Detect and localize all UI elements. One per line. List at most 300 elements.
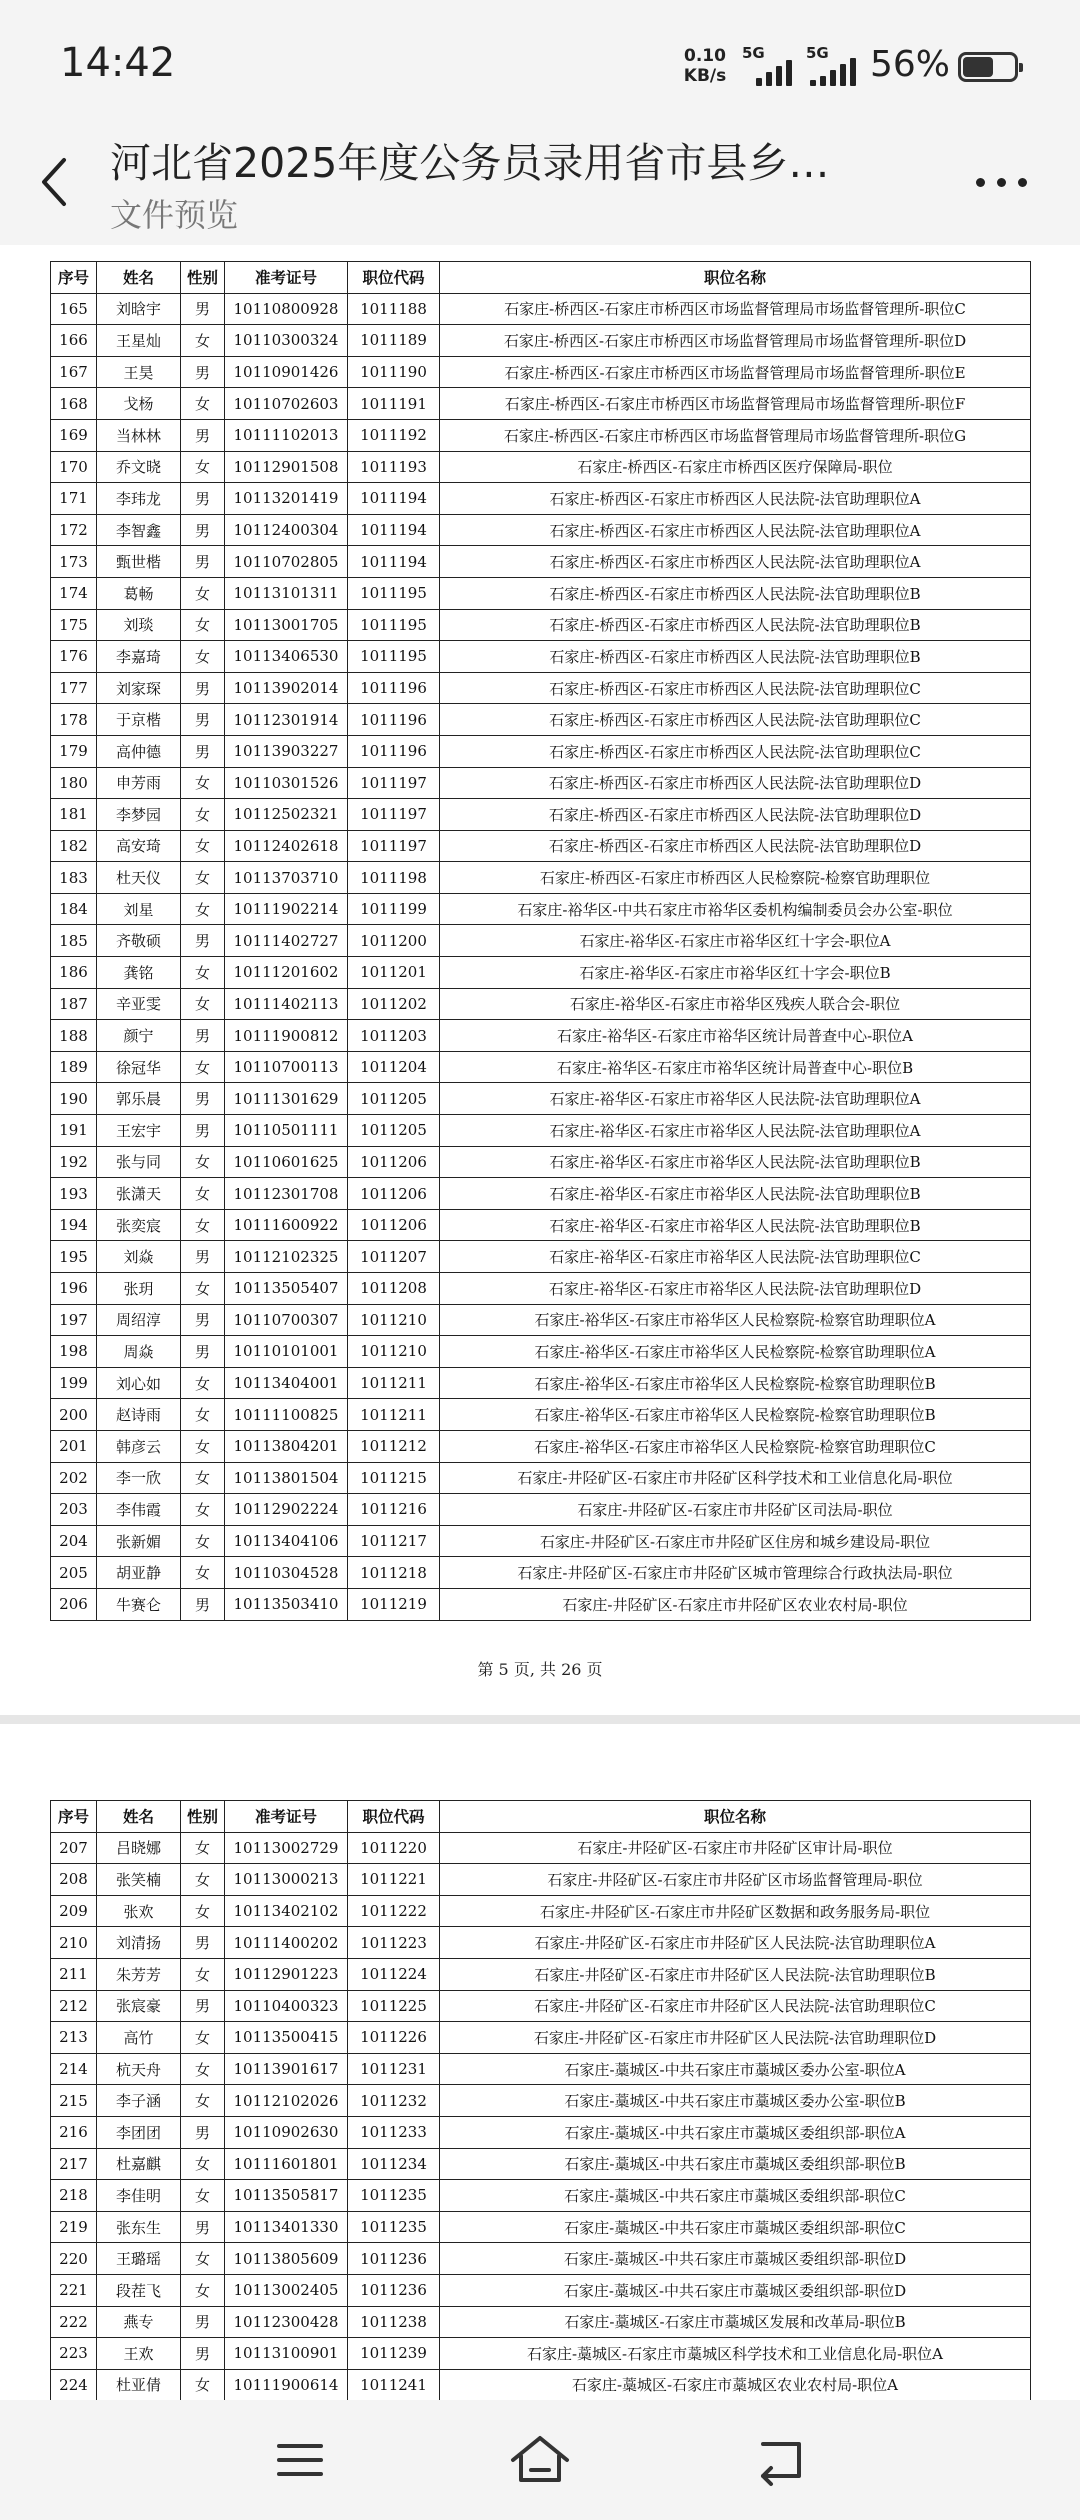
table-row — [51, 1399, 1031, 1431]
col-exam-id-cell: 10110501111 — [225, 1115, 348, 1147]
col-name-cell: 刘星 — [97, 893, 181, 925]
col-name-cell: 张笑楠 — [97, 1864, 181, 1896]
table-header-row — [51, 1801, 1031, 1833]
col-name-cell: 李玮龙 — [97, 483, 181, 515]
col-seq-cell: 192 — [51, 1146, 97, 1178]
col-exam-id-cell: 10112301708 — [225, 1178, 348, 1210]
col-name-cell: 李嘉琦 — [97, 641, 181, 673]
col-position-code-cell: 1011207 — [348, 1241, 440, 1273]
col-position-name-cell: 石家庄-桥西区-石家庄市桥西区市场监督管理局市场监督管理所-职位D — [440, 325, 1031, 357]
col-position-name-cell: 石家庄-藁城区-中共石家庄市藁城区委组织部-职位A — [440, 2116, 1031, 2148]
col-exam-id-cell: 10113000213 — [225, 1864, 348, 1896]
col-position-name-cell: 石家庄-桥西区-石家庄市桥西区人民法院-法官助理职位C — [440, 735, 1031, 767]
results-table — [50, 261, 1031, 1621]
col-exam-id-cell: 10111102013 — [225, 419, 348, 451]
col-gender-cell: 女 — [181, 1273, 225, 1305]
col-exam-id-cell: 10113001705 — [225, 609, 348, 641]
col-position-name-cell: 石家庄-井陉矿区-石家庄市井陉矿区住房和城乡建设局-职位 — [440, 1525, 1031, 1557]
table-row — [51, 2369, 1031, 2400]
col-gender-cell: 女 — [181, 988, 225, 1020]
header-col-name: 姓名 — [97, 262, 181, 294]
header-col-gender: 性别 — [181, 1801, 225, 1833]
col-gender-cell: 女 — [181, 767, 225, 799]
col-exam-id-cell: 10112300428 — [225, 2306, 348, 2338]
col-name-cell: 龚铭 — [97, 957, 181, 989]
col-exam-id-cell: 10113101311 — [225, 577, 348, 609]
col-seq-cell: 193 — [51, 1178, 97, 1210]
header-col-seq: 序号 — [51, 262, 97, 294]
col-position-code-cell: 1011224 — [348, 1958, 440, 1990]
col-name-cell: 周焱 — [97, 1336, 181, 1368]
col-gender-cell: 女 — [181, 1051, 225, 1083]
col-exam-id-cell: 10113804201 — [225, 1430, 348, 1462]
col-name-cell: 张玥 — [97, 1273, 181, 1305]
col-seq-cell: 202 — [51, 1462, 97, 1494]
col-position-name-cell: 石家庄-裕华区-石家庄市裕华区统计局普查中心-职位B — [440, 1051, 1031, 1083]
document-page-6 — [0, 1724, 1080, 2400]
col-gender-cell: 女 — [181, 1895, 225, 1927]
col-gender-cell: 男 — [181, 356, 225, 388]
col-position-code-cell: 1011239 — [348, 2338, 440, 2370]
col-gender-cell: 女 — [181, 1864, 225, 1896]
col-seq-cell: 207 — [51, 1832, 97, 1864]
col-exam-id-cell: 10112301914 — [225, 704, 348, 736]
col-position-name-cell: 石家庄-井陉矿区-石家庄市井陉矿区审计局-职位 — [440, 1832, 1031, 1864]
col-gender-cell: 女 — [181, 2274, 225, 2306]
table-row — [51, 1927, 1031, 1959]
col-exam-id-cell: 10113801504 — [225, 1462, 348, 1494]
table-row — [51, 1241, 1031, 1273]
col-gender-cell: 男 — [181, 1336, 225, 1368]
col-exam-id-cell: 10113902014 — [225, 672, 348, 704]
col-exam-id-cell: 10111301629 — [225, 1083, 348, 1115]
col-gender-cell: 男 — [181, 546, 225, 578]
col-position-code-cell: 1011196 — [348, 735, 440, 767]
table-row — [51, 1525, 1031, 1557]
col-gender-cell: 女 — [181, 1462, 225, 1494]
table-row — [51, 1336, 1031, 1368]
menu-icon[interactable] — [265, 2430, 335, 2490]
more-options-icon[interactable] — [972, 168, 1032, 198]
col-exam-id-cell: 10111402727 — [225, 925, 348, 957]
col-gender-cell: 女 — [181, 862, 225, 894]
col-position-code-cell: 1011219 — [348, 1588, 440, 1620]
col-gender-cell: 女 — [181, 1832, 225, 1864]
col-name-cell: 杜嘉麒 — [97, 2148, 181, 2180]
table-row — [51, 514, 1031, 546]
col-position-name-cell: 石家庄-桥西区-石家庄市桥西区人民法院-法官助理职位B — [440, 609, 1031, 641]
table-row — [51, 577, 1031, 609]
col-exam-id-cell: 10112502321 — [225, 799, 348, 831]
col-position-name-cell: 石家庄-桥西区-石家庄市桥西区人民法院-法官助理职位D — [440, 799, 1031, 831]
col-position-code-cell: 1011200 — [348, 925, 440, 957]
col-seq-cell: 165 — [51, 293, 97, 325]
col-seq-cell: 198 — [51, 1336, 97, 1368]
col-exam-id-cell: 10113505817 — [225, 2180, 348, 2212]
col-name-cell: 王欢 — [97, 2338, 181, 2370]
table-row — [51, 388, 1031, 420]
col-name-cell: 王昊 — [97, 356, 181, 388]
table-row — [51, 988, 1031, 1020]
col-position-code-cell: 1011225 — [348, 1990, 440, 2022]
table-row — [51, 641, 1031, 673]
sim2-network-label: 5G — [806, 44, 829, 62]
col-seq-cell: 182 — [51, 830, 97, 862]
status-bar — [0, 0, 1080, 130]
col-seq-cell: 173 — [51, 546, 97, 578]
col-position-name-cell: 石家庄-裕华区-石家庄市裕华区人民法院-法官助理职位A — [440, 1115, 1031, 1147]
col-seq-cell: 167 — [51, 356, 97, 388]
col-position-name-cell: 石家庄-井陉矿区-石家庄市井陉矿区城市管理综合行政执法局-职位 — [440, 1557, 1031, 1589]
col-exam-id-cell: 10112402618 — [225, 830, 348, 862]
col-position-code-cell: 1011233 — [348, 2116, 440, 2148]
col-seq-cell: 200 — [51, 1399, 97, 1431]
col-seq-cell: 190 — [51, 1083, 97, 1115]
battery-icon — [958, 52, 1018, 82]
col-gender-cell: 男 — [181, 1241, 225, 1273]
table-row — [51, 1304, 1031, 1336]
col-position-code-cell: 1011192 — [348, 419, 440, 451]
col-position-name-cell: 石家庄-裕华区-石家庄市裕华区人民检察院-检察官助理职位A — [440, 1304, 1031, 1336]
signal-icon-sim1 — [742, 44, 798, 86]
document-page-5 — [0, 245, 1080, 1715]
col-gender-cell: 女 — [181, 830, 225, 862]
col-seq-cell: 199 — [51, 1367, 97, 1399]
col-position-code-cell: 1011205 — [348, 1083, 440, 1115]
col-position-name-cell: 石家庄-裕华区-石家庄市裕华区人民检察院-检察官助理职位B — [440, 1399, 1031, 1431]
col-name-cell: 张与同 — [97, 1146, 181, 1178]
col-gender-cell: 女 — [181, 325, 225, 357]
col-name-cell: 当林林 — [97, 419, 181, 451]
col-seq-cell: 172 — [51, 514, 97, 546]
col-exam-id-cell: 10110700307 — [225, 1304, 348, 1336]
col-gender-cell: 男 — [181, 1020, 225, 1052]
col-gender-cell: 男 — [181, 1990, 225, 2022]
col-position-name-cell: 石家庄-桥西区-石家庄市桥西区人民检察院-检察官助理职位 — [440, 862, 1031, 894]
col-gender-cell: 男 — [181, 1083, 225, 1115]
col-position-code-cell: 1011195 — [348, 609, 440, 641]
col-position-code-cell: 1011206 — [348, 1146, 440, 1178]
col-position-name-cell: 石家庄-井陉矿区-石家庄市井陉矿区数据和政务服务局-职位 — [440, 1895, 1031, 1927]
col-seq-cell: 176 — [51, 641, 97, 673]
table-row — [51, 735, 1031, 767]
table-row — [51, 2338, 1031, 2370]
table-row — [51, 483, 1031, 515]
col-gender-cell: 男 — [181, 735, 225, 767]
col-name-cell: 李智鑫 — [97, 514, 181, 546]
col-exam-id-cell: 10112901508 — [225, 451, 348, 483]
col-seq-cell: 186 — [51, 957, 97, 989]
col-position-code-cell: 1011202 — [348, 988, 440, 1020]
col-gender-cell: 女 — [181, 799, 225, 831]
col-seq-cell: 174 — [51, 577, 97, 609]
col-name-cell: 刘家琛 — [97, 672, 181, 704]
col-gender-cell: 女 — [181, 2085, 225, 2117]
table-row — [51, 1020, 1031, 1052]
col-position-code-cell: 1011232 — [348, 2085, 440, 2117]
col-gender-cell: 女 — [181, 1209, 225, 1241]
table-row — [51, 2180, 1031, 2212]
sim1-network-label: 5G — [742, 44, 765, 62]
col-position-name-cell: 石家庄-裕华区-石家庄市裕华区人民法院-法官助理职位B — [440, 1209, 1031, 1241]
col-gender-cell: 女 — [181, 1399, 225, 1431]
col-exam-id-cell: 10113406530 — [225, 641, 348, 673]
col-position-code-cell: 1011211 — [348, 1367, 440, 1399]
col-name-cell: 高竹 — [97, 2022, 181, 2054]
col-gender-cell: 女 — [181, 451, 225, 483]
col-gender-cell: 女 — [181, 1525, 225, 1557]
col-seq-cell: 181 — [51, 799, 97, 831]
col-seq-cell: 205 — [51, 1557, 97, 1589]
col-position-code-cell: 1011231 — [348, 2053, 440, 2085]
col-seq-cell: 185 — [51, 925, 97, 957]
col-position-code-cell: 1011194 — [348, 483, 440, 515]
col-position-name-cell: 石家庄-桥西区-石家庄市桥西区市场监督管理局市场监督管理所-职位E — [440, 356, 1031, 388]
col-seq-cell: 168 — [51, 388, 97, 420]
col-name-cell: 张东生 — [97, 2211, 181, 2243]
header-col-position-name: 职位名称 — [440, 1801, 1031, 1833]
col-position-name-cell: 石家庄-桥西区-石家庄市桥西区市场监督管理局市场监督管理所-职位F — [440, 388, 1031, 420]
col-gender-cell: 男 — [181, 1115, 225, 1147]
col-position-code-cell: 1011193 — [348, 451, 440, 483]
col-seq-cell: 201 — [51, 1430, 97, 1462]
col-position-code-cell: 1011221 — [348, 1864, 440, 1896]
col-gender-cell: 女 — [181, 2053, 225, 2085]
col-exam-id-cell: 10111600922 — [225, 1209, 348, 1241]
col-exam-id-cell: 10110702805 — [225, 546, 348, 578]
col-seq-cell: 214 — [51, 2053, 97, 2085]
col-name-cell: 辛亚雯 — [97, 988, 181, 1020]
col-name-cell: 李伟霞 — [97, 1494, 181, 1526]
col-exam-id-cell: 10111900614 — [225, 2369, 348, 2400]
table-row — [51, 1115, 1031, 1147]
col-gender-cell: 女 — [181, 2022, 225, 2054]
col-gender-cell: 男 — [181, 925, 225, 957]
col-seq-cell: 210 — [51, 1927, 97, 1959]
table-row — [51, 1367, 1031, 1399]
col-gender-cell: 女 — [181, 1430, 225, 1462]
col-position-code-cell: 1011210 — [348, 1336, 440, 1368]
home-icon[interactable] — [505, 2430, 575, 2490]
col-name-cell: 颜宁 — [97, 1020, 181, 1052]
col-gender-cell: 女 — [181, 957, 225, 989]
col-position-code-cell: 1011188 — [348, 293, 440, 325]
col-name-cell: 胡亚静 — [97, 1557, 181, 1589]
table-row — [51, 1832, 1031, 1864]
col-name-cell: 徐冠华 — [97, 1051, 181, 1083]
col-position-name-cell: 石家庄-桥西区-石家庄市桥西区人民法院-法官助理职位A — [440, 546, 1031, 578]
col-seq-cell: 222 — [51, 2306, 97, 2338]
col-name-cell: 王宏宇 — [97, 1115, 181, 1147]
col-exam-id-cell: 10110901426 — [225, 356, 348, 388]
header-col-name: 姓名 — [97, 1801, 181, 1833]
col-gender-cell: 女 — [181, 1367, 225, 1399]
col-position-name-cell: 石家庄-桥西区-石家庄市桥西区市场监督管理局市场监督管理所-职位C — [440, 293, 1031, 325]
col-gender-cell: 男 — [181, 514, 225, 546]
col-gender-cell: 女 — [181, 641, 225, 673]
col-name-cell: 高仲德 — [97, 735, 181, 767]
network-speed-unit: KB/s — [683, 66, 727, 86]
col-gender-cell: 女 — [181, 388, 225, 420]
col-seq-cell: 223 — [51, 2338, 97, 2370]
col-position-code-cell: 1011194 — [348, 546, 440, 578]
col-seq-cell: 224 — [51, 2369, 97, 2400]
header-col-position-code: 职位代码 — [348, 1801, 440, 1833]
col-position-name-cell: 石家庄-裕华区-石家庄市裕华区人民法院-法官助理职位D — [440, 1273, 1031, 1305]
col-seq-cell: 204 — [51, 1525, 97, 1557]
status-time: 14:42 — [60, 40, 176, 86]
col-name-cell: 刘琰 — [97, 609, 181, 641]
col-position-name-cell: 石家庄-裕华区-石家庄市裕华区残疾人联合会-职位 — [440, 988, 1031, 1020]
table-row — [51, 1557, 1031, 1589]
col-position-name-cell: 石家庄-井陉矿区-石家庄市井陉矿区人民法院-法官助理职位C — [440, 1990, 1031, 2022]
col-position-code-cell: 1011199 — [348, 893, 440, 925]
col-seq-cell: 217 — [51, 2148, 97, 2180]
table-row — [51, 293, 1031, 325]
col-seq-cell: 178 — [51, 704, 97, 736]
col-position-code-cell: 1011208 — [348, 1273, 440, 1305]
col-position-name-cell: 石家庄-裕华区-石家庄市裕华区红十字会-职位A — [440, 925, 1031, 957]
col-position-name-cell: 石家庄-裕华区-石家庄市裕华区人民检察院-检察官助理职位C — [440, 1430, 1031, 1462]
col-seq-cell: 177 — [51, 672, 97, 704]
col-position-name-cell: 石家庄-桥西区-石家庄市桥西区人民法院-法官助理职位C — [440, 672, 1031, 704]
col-seq-cell: 219 — [51, 2211, 97, 2243]
table-row — [51, 957, 1031, 989]
col-name-cell: 李一欣 — [97, 1462, 181, 1494]
col-seq-cell: 208 — [51, 1864, 97, 1896]
table-row — [51, 2053, 1031, 2085]
col-position-name-cell: 石家庄-井陉矿区-石家庄市井陉矿区司法局-职位 — [440, 1494, 1031, 1526]
col-position-name-cell: 石家庄-井陉矿区-石家庄市井陉矿区人民法院-法官助理职位A — [440, 1927, 1031, 1959]
col-gender-cell: 女 — [181, 609, 225, 641]
col-gender-cell: 女 — [181, 893, 225, 925]
col-gender-cell: 女 — [181, 1146, 225, 1178]
col-exam-id-cell: 10113500415 — [225, 2022, 348, 2054]
col-name-cell: 齐敬硕 — [97, 925, 181, 957]
table-row — [51, 925, 1031, 957]
col-exam-id-cell: 10111201602 — [225, 957, 348, 989]
col-exam-id-cell: 10113404106 — [225, 1525, 348, 1557]
col-gender-cell: 男 — [181, 293, 225, 325]
col-exam-id-cell: 10110601625 — [225, 1146, 348, 1178]
col-gender-cell: 女 — [181, 1494, 225, 1526]
col-name-cell: 李梦园 — [97, 799, 181, 831]
col-gender-cell: 女 — [181, 1958, 225, 1990]
back-arrow-icon[interactable] — [34, 152, 74, 212]
col-seq-cell: 196 — [51, 1273, 97, 1305]
col-name-cell: 葛畅 — [97, 577, 181, 609]
col-position-code-cell: 1011203 — [348, 1020, 440, 1052]
col-position-name-cell: 石家庄-藁城区-中共石家庄市藁城区委办公室-职位A — [440, 2053, 1031, 2085]
col-seq-cell: 211 — [51, 1958, 97, 1990]
col-position-name-cell: 石家庄-桥西区-石家庄市桥西区人民法院-法官助理职位A — [440, 514, 1031, 546]
col-exam-id-cell: 10112901223 — [225, 1958, 348, 1990]
col-exam-id-cell: 10110400323 — [225, 1990, 348, 2022]
col-seq-cell: 166 — [51, 325, 97, 357]
col-exam-id-cell: 10111601801 — [225, 2148, 348, 2180]
col-position-code-cell: 1011212 — [348, 1430, 440, 1462]
col-seq-cell: 220 — [51, 2243, 97, 2275]
network-speed-value: 0.10 — [684, 46, 726, 66]
table-row — [51, 672, 1031, 704]
col-exam-id-cell: 10113002729 — [225, 1832, 348, 1864]
table-row — [51, 419, 1031, 451]
col-gender-cell: 男 — [181, 1304, 225, 1336]
col-position-code-cell: 1011236 — [348, 2243, 440, 2275]
col-seq-cell: 218 — [51, 2180, 97, 2212]
col-position-name-cell: 石家庄-井陉矿区-石家庄市井陉矿区市场监督管理局-职位 — [440, 1864, 1031, 1896]
col-position-code-cell: 1011204 — [348, 1051, 440, 1083]
col-position-code-cell: 1011206 — [348, 1209, 440, 1241]
col-seq-cell: 170 — [51, 451, 97, 483]
col-position-code-cell: 1011197 — [348, 799, 440, 831]
col-exam-id-cell: 10112102026 — [225, 2085, 348, 2117]
col-position-name-cell: 石家庄-藁城区-中共石家庄市藁城区委组织部-职位D — [440, 2243, 1031, 2275]
col-position-name-cell: 石家庄-桥西区-石家庄市桥西区医疗保障局-职位 — [440, 451, 1031, 483]
table-row — [51, 799, 1031, 831]
col-exam-id-cell: 10110800928 — [225, 293, 348, 325]
back-icon[interactable] — [745, 2430, 815, 2490]
col-seq-cell: 194 — [51, 1209, 97, 1241]
col-name-cell: 燕专 — [97, 2306, 181, 2338]
col-gender-cell: 女 — [181, 1557, 225, 1589]
table-row — [51, 1864, 1031, 1896]
table-row — [51, 356, 1031, 388]
table-row — [51, 1209, 1031, 1241]
table-row — [51, 2148, 1031, 2180]
col-exam-id-cell: 10110300324 — [225, 325, 348, 357]
col-name-cell: 张欢 — [97, 1895, 181, 1927]
col-name-cell: 韩彦云 — [97, 1430, 181, 1462]
table-row — [51, 767, 1031, 799]
col-seq-cell: 209 — [51, 1895, 97, 1927]
page-footer: 第 5 页, 共 26 页 — [477, 1660, 603, 1679]
col-exam-id-cell: 10111900812 — [225, 1020, 348, 1052]
col-position-code-cell: 1011197 — [348, 767, 440, 799]
col-seq-cell: 184 — [51, 893, 97, 925]
table-row — [51, 1273, 1031, 1305]
col-exam-id-cell: 10112400304 — [225, 514, 348, 546]
col-name-cell: 王璐瑶 — [97, 2243, 181, 2275]
col-position-name-cell: 石家庄-井陉矿区-石家庄市井陉矿区农业农村局-职位 — [440, 1588, 1031, 1620]
table-row — [51, 1895, 1031, 1927]
col-name-cell: 张潇天 — [97, 1178, 181, 1210]
table-row — [51, 2306, 1031, 2338]
col-gender-cell: 男 — [181, 2116, 225, 2148]
col-position-code-cell: 1011196 — [348, 704, 440, 736]
col-gender-cell: 女 — [181, 2243, 225, 2275]
col-gender-cell: 女 — [181, 577, 225, 609]
table-row — [51, 1588, 1031, 1620]
col-name-cell: 李子涵 — [97, 2085, 181, 2117]
table-row — [51, 546, 1031, 578]
col-name-cell: 李佳明 — [97, 2180, 181, 2212]
col-name-cell: 牛赛仑 — [97, 1588, 181, 1620]
col-position-name-cell: 石家庄-裕华区-石家庄市裕华区人民检察院-检察官助理职位B — [440, 1367, 1031, 1399]
col-position-code-cell: 1011196 — [348, 672, 440, 704]
col-seq-cell: 203 — [51, 1494, 97, 1526]
col-exam-id-cell: 10110902630 — [225, 2116, 348, 2148]
table-row — [51, 1083, 1031, 1115]
col-position-name-cell: 石家庄-裕华区-石家庄市裕华区红十字会-职位B — [440, 957, 1031, 989]
col-gender-cell: 男 — [181, 704, 225, 736]
col-exam-id-cell: 10113402102 — [225, 1895, 348, 1927]
col-position-name-cell: 石家庄-桥西区-石家庄市桥西区人民法院-法官助理职位B — [440, 641, 1031, 673]
document-subtitle: 文件预览 — [110, 196, 239, 234]
col-exam-id-cell: 10110304528 — [225, 1557, 348, 1589]
col-position-code-cell: 1011191 — [348, 388, 440, 420]
col-position-name-cell: 石家庄-裕华区-石家庄市裕华区人民法院-法官助理职位B — [440, 1178, 1031, 1210]
